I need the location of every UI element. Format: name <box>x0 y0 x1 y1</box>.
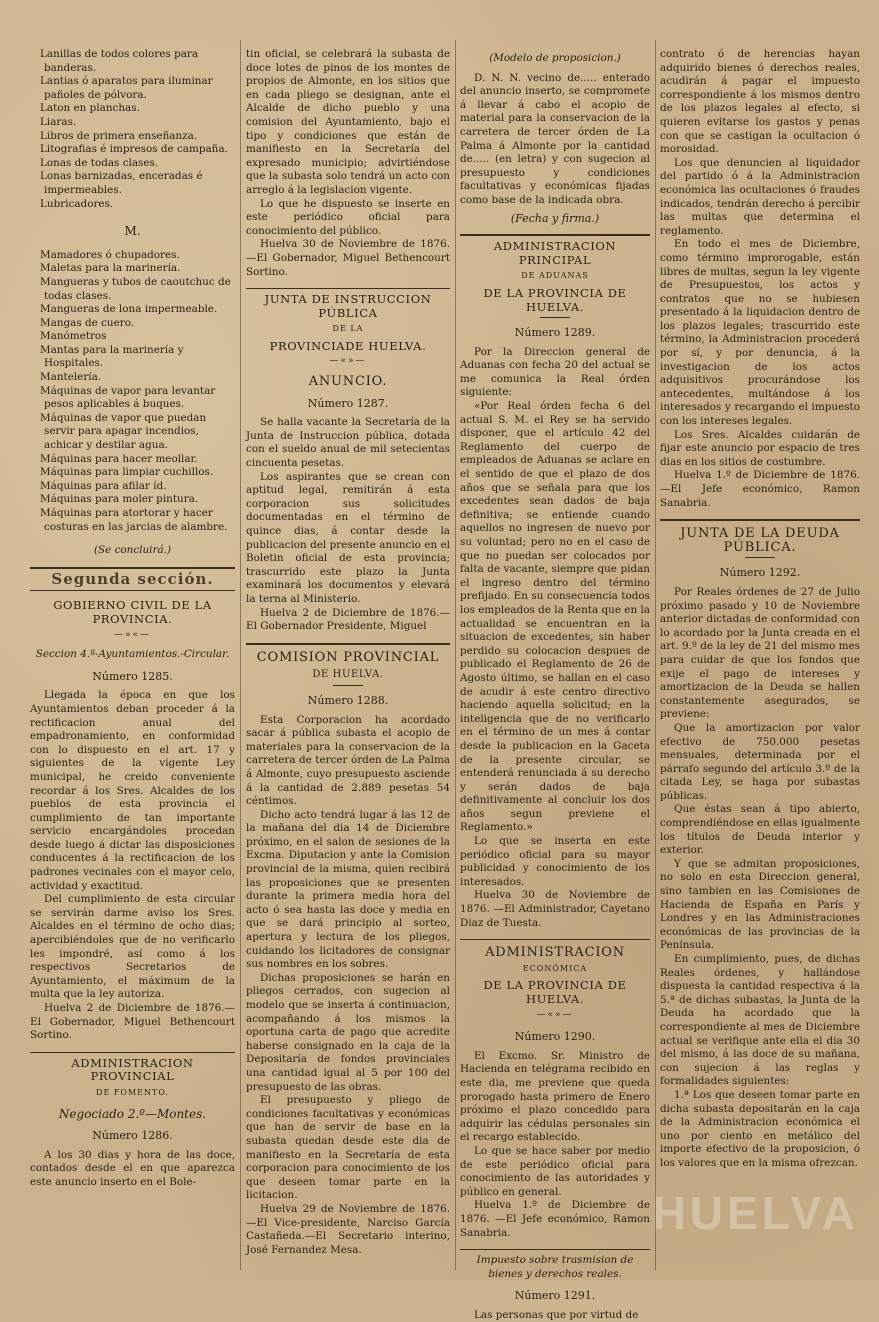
paragraph: 1.ª Los que deseen tomar parte en dicha subasta depositarán en la caja de la Administracion económica el uno por ciento en metálico del importe efectivo de la proposicion, ó los valores que en la misma ofrezcan. <box>660 1088 860 1169</box>
office-heading: DE LA PROVINCIA DE HUELVA. <box>483 285 627 314</box>
office-subheading: DE ADUANAS <box>521 271 589 281</box>
list-item: Lonas de todas clases. <box>40 156 159 169</box>
signature: Huelva 1.º de Diciembre de 1876. —El Jefe económico, Ramon Sanabria. <box>660 469 860 509</box>
column-3 <box>460 48 650 1321</box>
paragraph: Por la Direccion general de Aduanas con fecha 20 del actual se me comunica la Real órden siguiente: <box>460 345 650 399</box>
notice-number: Número 1288. <box>307 693 389 707</box>
column-2 <box>246 48 450 1270</box>
section-rule <box>246 643 450 645</box>
office-heading: GOBIERNO CIVIL DE LA PROVINCIA. <box>53 598 212 626</box>
ornament: —«»— <box>329 356 367 367</box>
section-letter: M. <box>124 224 141 239</box>
notice-number: Número 1287. <box>307 396 389 410</box>
notice-title: ANUNCIO. <box>308 374 388 390</box>
paragraph: D. N. N. vecino de..... enterado del anuncio inserto, se compromete á llevar á cabo el acopio de material para la conservacion de la carretera de tercer órden de La Palma á Almonte por la cantidad de..... (en letra) y con sugecion al presupuesto y condiciones facultativas y económicas fijadas como base de la indicada obra. <box>460 71 650 206</box>
paragraph: El presupuesto y pliego de condiciones facultativas y económicas que han de servir de base en la subasta quedan desde este dia de manifiesto en la Secretaría de esta corporacion para conocimiento de los que deseen tomar parte en la licitacion. <box>246 1094 450 1202</box>
list-item: Liaras. <box>40 115 77 128</box>
list-item: Lonas barnizadas, enceradas é impermeables. <box>40 170 203 196</box>
section-rule <box>246 288 450 289</box>
list-item: Litografias é impresos de campaña. <box>40 143 228 156</box>
section-subtitle: Negociado 2.º—Montes. <box>58 1106 207 1121</box>
office-heading: ADMINISTRACION PROVINCIAL <box>71 1055 194 1084</box>
section-title: Segunda sección. <box>51 569 214 588</box>
section-rule <box>460 234 650 236</box>
section-rule <box>30 1052 235 1053</box>
paragraph: Los aspirantes que se crean con aptitud legal, remitirán á esta corporacion sus solicitudes documentadas en el término de quince dias, á contar desde la publicacion del presente anuncio en el Boletin oficial de esta provincia; trascurrido este plazo la Junta examinará los documentos y elevará la terna al Ministerio. <box>246 470 450 605</box>
paragraph: Y que se admitan proposiciones, no solo en esta Direccion general, sino tambien en las Comisiones de Hacienda de España en París y Londres y en las Administraciones económicas de las provincias de la Península. <box>660 857 860 952</box>
signature: Huelva 1.º de Diciembre de 1876. —El Jefe económico, Ramon Sanabria. <box>460 1199 650 1239</box>
paragraph: Que éstas sean á tipo abierto, comprendiéndose en ellas igualmente los títulos de Deuda interior y exterior. <box>660 803 860 857</box>
paragraph: Que la amortizacion por valor efectivo de 750.000 pesetas mensuales, determinada por el párrafo segundo del artículo 3.º de la citada Ley, se haga por subastas públicas. <box>660 721 860 802</box>
model-heading: (Modelo de proposicion.) <box>489 52 621 64</box>
list-item: Lantias ó aparatos para iluminar pañoles de pólvora. <box>40 75 213 101</box>
list-item: Máquinas para afilar íd. <box>40 479 167 492</box>
paragraph: Los Sres. Alcaldes cuidarán de fijar este anuncio por espacio de tres dias en los sitios de costumbre. <box>660 428 860 468</box>
paragraph: Dicho acto tendrá lugar á las 12 de la mañana del dia 14 de Diciembre próximo, en el salon de sesiones de la Excma. Diputacion y ante la Comision provincial de la misma, quien recibirá las proposiciones que se presenten durante la primera media hora del acto ó sea hasta las doce y media en que se dará principio al sorteo, apertura y lectura de los pliegos, cuidando los licitadores de consignar sus nombres en los sobres. <box>246 808 450 971</box>
list-item: Máquinas para atortorar y hacer costuras en las jarcias de alambre. <box>40 507 228 533</box>
paragraph: A los 30 dias y hora de las doce, contados desde el en que aparezca este anuncio inserto en el Bole- <box>30 1148 235 1188</box>
list-item: Máquinas para hacer meollar. <box>40 452 198 465</box>
column-4 <box>660 48 860 1270</box>
notice-number: Número 1286. <box>92 1129 173 1143</box>
paragraph: Lo que he dispuesto se inserte en este periódico oficial para conocimiento del público. <box>246 197 450 237</box>
list-item: Lanillas de todos colores para banderas. <box>40 48 199 74</box>
list-item: Mantas para la marinería y Hospitales. <box>40 343 184 370</box>
section-subtitle: Impuesto sobre trasmision de bienes y derechos reales. <box>476 1254 634 1280</box>
column-rule <box>655 40 656 1270</box>
list-item: Máquinas de vapor para levantar pesos aplicables á buques. <box>40 384 216 411</box>
list-item: Manómetros <box>40 330 107 343</box>
paragraph: Del cumplimiento de esta circular se servirán darme aviso los Sres. Alcaldes en el término de ocho dias; apercibiéndoles que de no verificarlo les impondré, así como á los respectivos Secretarios de Ayuntamiento, el máximum de la multa que la ley autoriza. <box>30 893 235 1001</box>
signature: Huelva 29 de Noviembre de 1876. —El Vice-presidente, Narciso García Castañeda.—El Secretario interino, José Fernandez Mesa. <box>246 1202 450 1256</box>
paragraph: Lo que se hace saber por medio de este periódico oficial para conocimiento de las autoridades y público en general. <box>460 1144 650 1198</box>
notice-number: Número 1290. <box>514 1030 596 1044</box>
list-item: Laton en planchas. <box>40 102 140 115</box>
signature: Huelva 2 de Diciembre de 1876.—El Gobernador, Miguel Bethencourt Sortino. <box>30 1002 235 1042</box>
ornament: —»«— <box>113 629 151 640</box>
section-rule <box>460 939 650 940</box>
list-item: Libros de primera enseñanza. <box>40 129 198 142</box>
notice-number: Número 1291. <box>514 1289 596 1303</box>
signature: Huelva 30 de Noviembre de 1876. —El Gobernador, Miguel Bethencourt Sortino. <box>246 238 450 278</box>
signature: Huelva 2 de Diciembre de 1876.—El Gobernador Presidente, Miguel <box>246 606 450 633</box>
short-rule <box>540 317 570 318</box>
office-heading: JUNTA DE LA DEUDA PÚBLICA. <box>680 526 840 555</box>
paragraph: Los que denuncien al liquidador del partido ó á la Administracion económica las ocultaciones ó fraudes indicados, tendrán derecho á percibir las multas que determina el reglamento. <box>660 156 860 237</box>
office-heading: ADMINISTRACION <box>485 945 625 961</box>
short-rule <box>745 557 775 558</box>
section-rule <box>30 590 235 591</box>
section-rule <box>30 567 235 569</box>
list-item: Máquinas de vapor que puedan servir para apagar incendios, achicar y destilar agua. <box>40 411 207 452</box>
column-rule <box>455 40 456 1270</box>
section-rule <box>460 1249 650 1250</box>
paragraph: Las personas que por virtud de <box>474 1308 639 1321</box>
column-1 <box>30 48 235 1270</box>
paragraph: contrato ó de herencias hayan adquirido bienes ó derechos reales, acudirán á pagar el impuesto correspondiente á los mismos dentro de los plazos legales al efecto, si quieren evitarse los gastos y penas con que se castigan la ocultacion ó morosidad. <box>660 48 860 156</box>
office-subheading: DE LA <box>332 324 364 334</box>
watermark: HUELVA <box>652 1187 859 1239</box>
office-heading: PROVINCIADE HUELVA. <box>269 338 427 353</box>
office-heading: DE LA PROVINCIA DE HUELVA. <box>483 978 627 1006</box>
paragraph: En cumplimiento, pues, de dichas Reales órdenes, y hallándose dispuesta la cantidad respectiva á la 5.ª de dichas subastas, la Junta de la Deuda ha acordado que la correspondiente al mes de Diciembre actual se verifique ante ella el dia 30 del mismo, á las doce de su mañana, con sujecion á las reglas y formalidades siguientes: <box>660 953 860 1088</box>
list-item: Mangueras de lona impermeable. <box>40 303 218 316</box>
paragraph: «Por Real órden fecha 6 del actual S. M. el Rey se ha servido disponer, que el artículo 42 del Reglamento del cuerpo de empleados de Aduanas se aclare en el sentido de que el plazo de dos años que se señala para que los excedentes sean dados de baja definitiva; se entiende cuando aquellos no ingresen de nuevo por su voluntad; pero no en el caso de que no puedan ser colocados por falta de vacante, siempre que pidan el ingreso dentro del término prefijado. En su consecuencia todos los empleados de la Renta que en la actualidad se encuentran en la situacion de excedentes, sin haber perdido su colocacion despues de publicado el Reglamento de 26 de Agosto último, se hallan en el caso de acudir á este centro directivo haciendo aquella solicitud; en la inteligencia que de no verificarlo en el término de un mes á contar desde la publicacion en la Gaceta de la presente circular, se entenderá renunciada á su derecho y serán dados de baja definitivamente al concluir los dos años segun previene el Reglamento.» <box>460 400 650 834</box>
paragraph: Llegada la época en que los Ayuntamientos deban proceder á la rectificacion anual del empadronamiento, en conformidad con lo dispuesto en el art. 17 y siguientes de la vigente Ley municipal, he creido conveniente recordar á los Sres. Alcaldes de los pueblos de esta provincia el cumplimiento de tan importante servicio encargándoles procedan desde luego á dictar las disposiciones conducentes á la rectificacion de los padrones vecinales con el mayor celo, actividad y exactitud. <box>30 689 235 892</box>
section-subtitle: Seccion 4.ª-Ayuntamientos.-Circular. <box>35 648 230 661</box>
office-subheading: ECONÓMICA <box>522 963 588 973</box>
office-heading: COMISION PROVINCIAL <box>256 649 440 665</box>
column-rule <box>240 40 241 1270</box>
section-rule <box>660 519 860 521</box>
paragraph: En todo el mes de Diciembre, como término improrogable, están libres de multas, segun la ley vigente de Presupuestos, los actos y contratos que no se hubiesen presentado á la liquidacion dentro de los plazos legales; trascurrido este término, la Administracion procederá por sí, y por denuncia, á la investigacion de los actos adquisitivos procurándose los antecedentes, multándose á los interesados y recargando el impuesto con los intereses legales. <box>660 238 860 428</box>
notice-number: Número 1285. <box>92 669 173 683</box>
paragraph: Lo que se inserta en este periódico oficial para su mayor publicidad y conocimiento de los interesados. <box>460 835 650 888</box>
list-item: Máquinas para limpiar cuchillos. <box>40 466 214 479</box>
paragraph: tin oficial, se celebrará la subasta de doce lotes de pinos de los montes de propios de Almonte, en los sitios que en cada pliego se designan, ante el Alcalde de dicho pueblo y una comision del Ayuntamiento, bajo el tipo y condiciones que están de manifiesto en la Secretaría del expresado municipio; advirtiéndose que la subasta solo tendrá un acto con arreglo á la legislacion vigente. <box>246 48 450 196</box>
signature: Huelva 30 de Noviembre de 1876. —El Administrador, Cayetano Diaz de Tuesta. <box>460 889 650 929</box>
list-item: Mangas de cuero. <box>40 316 135 329</box>
office-heading: JUNTA DE INSTRUCCION PÚBLICA <box>264 292 432 320</box>
paragraph: Se halla vacante la Secretaría de la Junta de Instruccion pública, dotada con el sueldo anual de mil setecientas cincuenta pesetas. <box>246 416 450 470</box>
list-item: Lubricadores. <box>40 197 114 210</box>
continued-note: (Se concluirá.) <box>93 544 172 557</box>
paragraph: El Excmo. Sr. Ministro de Hacienda en telégrama recibido en este dia, me previene que queda prorogado hasta primero de Enero próximo el plazo concedido para adquirir las cédulas personales sin el recargo establecido. <box>460 1049 650 1144</box>
list-item: Máquinas para moler pintura. <box>40 493 199 506</box>
list-item: Maletas para la marinería. <box>40 262 181 275</box>
paragraph: Dichas proposiciones se harán en pliegos cerrados, con sugecion al modelo que se inserta á continuacion, acompañando á los mismos la oportuna carta de pago que acredite haberse consignado en la caja de la Depositaría de fondos provinciales una cantidad igual al 5 por 100 del presupuesto de las obras. <box>246 971 450 1093</box>
paragraph: Por Reales órdenes de 27 de Julio próximo pasado y 10 de Noviembre anterior dictadas de conformidad con lo acordado por la Junta creada en el art. 9.º de la ley de 21 del mismo mes para cuidar de que los fondos que exije el pago de intereses y amortizacion de la Deuda se hallen constantemente asegurados, se previene: <box>660 585 860 721</box>
notice-number: Número 1289. <box>514 326 596 340</box>
office-subheading: DE FOMENTO. <box>96 1087 169 1097</box>
ornament: —«»— <box>536 1009 574 1020</box>
list-item: Mangueras y tubos de caoutchuc de todas clases. <box>40 275 231 302</box>
signature: (Fecha y firma.) <box>510 211 600 225</box>
list-item: Mamadores ó chupadores. <box>40 248 180 261</box>
notice-number: Número 1292. <box>719 566 801 580</box>
short-rule <box>333 685 363 686</box>
office-subheading: DE HUELVA. <box>312 669 384 681</box>
paragraph: Esta Corporacion ha acordado sacar á pública subasta el acopio de materiales para la conservacion de la carretera de tercer órden de La Palma á Almonte, cuyo presupuesto asciende á la cantidad de 2.889 pesetas 54 céntimos. <box>246 713 450 808</box>
office-heading: ADMINISTRACION PRINCIPAL <box>493 239 617 267</box>
list-item: Mantelería. <box>40 371 102 384</box>
